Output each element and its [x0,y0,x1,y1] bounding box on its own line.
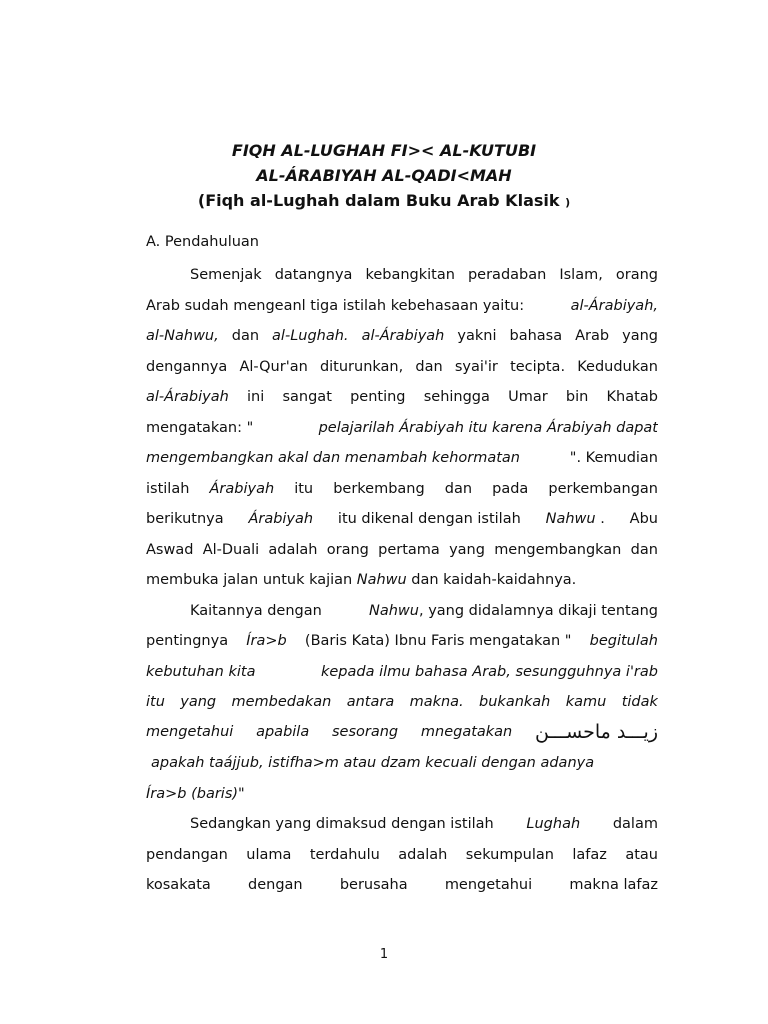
word: ulama [246,847,292,863]
word: tidak [621,694,658,710]
text-run: al-Árabiyah, [570,298,658,314]
title-line-3 [0,191,768,210]
word: dengannya [146,359,228,375]
word: pertama [378,542,440,558]
word: syai'ir [454,359,498,375]
p1-line-10 [146,539,658,561]
word: sehingga [423,389,490,405]
word: kosakata [146,877,211,893]
word: ini [247,389,265,405]
p1-line-2 [146,295,658,317]
word: Al-Duali [202,542,260,558]
word: dan [231,328,260,344]
word: Islam, [559,267,603,283]
punct: " [238,786,245,802]
word: Arab [575,328,610,344]
quote-text: pelajarilah Árabiyah itu karena Árabiyah dapat [318,420,658,436]
word: sekumpulan [465,847,554,863]
word: pada [492,481,529,497]
word: sangat [282,389,332,405]
word: bahasa [509,328,563,344]
text-run: Sedangkan yang dimaksud dengan istilah [190,816,494,832]
subtitle-paren: ) [565,196,571,209]
word: Kedudukan [577,359,658,375]
word: itu [146,694,165,710]
word: Íra>b [246,633,287,649]
word: mengetahui [146,724,234,740]
word: perkembangan [548,481,658,497]
word: begitulah [589,633,658,649]
p2-line-3 [146,661,658,683]
word: dan [415,359,443,375]
word: Abu [629,511,658,527]
word: adalah [398,847,448,863]
word: yang [449,542,485,558]
word: Nahwu [545,511,596,527]
text-run: apakah taájjub, istifha>m atau dzam kecuali dengan adanya [151,755,595,771]
text-run: (Baris Kata) Ibnu Faris mengatakan " [304,633,572,649]
text-run: mengatakan: " [146,420,254,436]
word: itu [294,481,314,497]
word: penting [350,389,406,405]
word: berusaha [339,877,408,893]
word: sesorang [331,724,399,740]
p2-line-2 [146,630,658,652]
page-number: 1 [379,947,389,962]
word: berikutnya [146,511,224,527]
word: makna. [409,694,464,710]
word: diturunkan, [319,359,404,375]
p2-line-7 [146,783,658,805]
p1-line-11 [146,569,658,591]
word: peradaban [467,267,547,283]
word: al-Lughah. [272,328,349,344]
quote-text: mengembangkan akal dan menambah kehormatan [146,450,520,466]
word: dan [630,542,658,558]
word: Árabiyah [209,481,275,497]
word: Khatab [606,389,658,405]
word: kamu [565,694,607,710]
word: tecipta. [510,359,566,375]
text-run: membuka jalan untuk kajian [146,572,353,588]
word: Al-Qur'an [239,359,308,375]
word: mengembangkan [494,542,622,558]
p3-line-2 [146,844,658,866]
text-run: , yang didalamnya dikaji tentang [418,603,658,619]
word: makna lafaz [569,877,658,893]
p1-line-4 [146,356,658,378]
word: berkembang [333,481,425,497]
p1-line-8 [146,478,658,500]
word: bukankah [479,694,551,710]
word: Lughah [526,816,581,832]
p1-line-3 [146,325,658,347]
text-run: Kaitannya dengan [190,603,322,619]
word: datangnya [274,267,353,283]
word: dengan [248,877,303,893]
word: Árabiyah [248,511,314,527]
word: orang [615,267,658,283]
word: yang [180,694,217,710]
word: yang [622,328,658,344]
word: Aswad [146,542,194,558]
title-line-1: FIQH AL-LUGHAH FI>< AL-KUTUBI [231,141,537,160]
text-run: kebutuhan kita [146,664,256,680]
punct: . [600,511,605,527]
word: membedakan [231,694,332,710]
p2-line-4 [146,691,658,713]
p2-line-1 [190,600,658,622]
word: yakni [457,328,497,344]
p1-line-5 [146,386,658,408]
word: orang [326,542,369,558]
word: Umar [508,389,548,405]
word: al-Árabiyah [146,389,229,405]
arabic-text: زيـــد ماحســـن [535,721,658,743]
p3-line-3 [146,874,658,896]
word: atau [625,847,658,863]
word: al-Árabiyah [361,328,445,344]
p2-line-5 [146,721,658,743]
text-run: Íra>b (baris) [146,786,239,802]
word: adalah [268,542,318,558]
word: Nahwu [369,603,419,619]
word: pendangan [146,847,228,863]
p3-line-1 [190,813,658,835]
word: mnegatakan [420,724,513,740]
subtitle-text: (Fiqh al-Lughah dalam Buku Arab Klasik [197,191,560,210]
text-run: itu dikenal dengan istilah [337,511,521,527]
word: apabila [256,724,310,740]
p1-line-7 [146,447,658,469]
word: lafaz [572,847,607,863]
word: mengetahui [444,877,533,893]
section-heading: A. Pendahuluan [146,234,259,250]
word: al-Nahwu, [146,328,219,344]
word: pentingnya [146,633,229,649]
title-line-2: AL-ÁRABIYAH AL-QADI<MAH [256,166,512,185]
text-run: ". Kemudian [569,450,658,466]
p1-line-9 [146,508,658,530]
word: antara [346,694,395,710]
p1-line-1 [190,264,658,286]
p1-line-6 [146,417,658,439]
word: bin [565,389,589,405]
word: dalam [612,816,658,832]
word: kebangkitan [365,267,455,283]
p2-line-6 [146,752,658,774]
word: Semenjak [190,267,262,283]
word: Nahwu [356,572,407,588]
word: terdahulu [309,847,380,863]
text-run: Arab sudah mengeanl tiga istilah kebehasaan yaitu: [146,298,525,314]
word: dan [444,481,473,497]
text-run: dan kaidah-kaidahnya. [411,572,577,588]
word: istilah [146,481,190,497]
text-run: kepada ilmu bahasa Arab, sesungguhnya i'rab [320,664,658,680]
